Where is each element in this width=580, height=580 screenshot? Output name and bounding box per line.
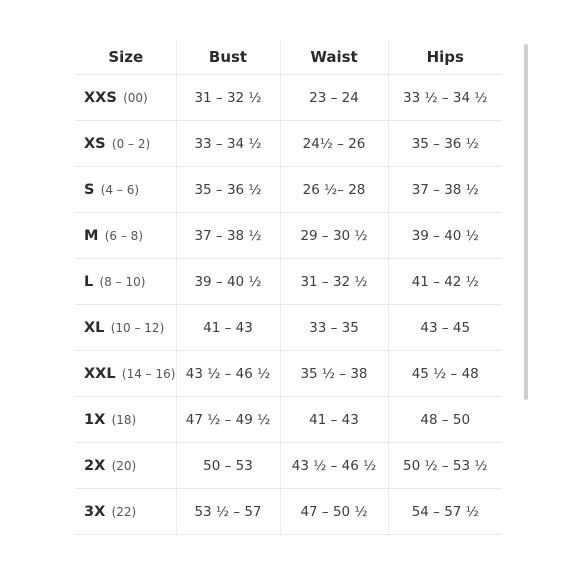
size-chart-body [76, 75, 502, 535]
waist-cell: 41 – 43 [280, 397, 388, 443]
size-cell [76, 213, 176, 259]
hips-cell: 33 ½ – 34 ½ [388, 75, 502, 121]
size-cell [76, 443, 176, 489]
table-row [76, 351, 502, 397]
table-row [76, 213, 502, 259]
table-row [76, 489, 502, 535]
header-size: Size [76, 40, 176, 75]
size-number: (8 – 10) [99, 274, 146, 289]
size-number: (10 – 12) [110, 320, 165, 335]
waist-cell: 26 ½– 28 [280, 167, 388, 213]
size-cell [76, 397, 176, 443]
bust-cell: 37 – 38 ½ [176, 213, 280, 259]
waist-cell: 23 – 24 [280, 75, 388, 121]
bust-cell: 47 ½ – 49 ½ [176, 397, 280, 443]
bust-cell: 31 – 32 ½ [176, 75, 280, 121]
size-number: (22) [111, 504, 137, 519]
waist-cell: 24½ – 26 [280, 121, 388, 167]
bust-cell: 35 – 36 ½ [176, 167, 280, 213]
size-label: 1X [84, 411, 106, 428]
waist-cell: 35 ½ – 38 [280, 351, 388, 397]
size-number: (00) [123, 90, 148, 105]
hips-cell: 35 – 36 ½ [388, 121, 502, 167]
header-row [76, 40, 502, 75]
table-row [76, 443, 502, 489]
size-label: L [84, 273, 94, 290]
bust-cell: 43 ½ – 46 ½ [176, 351, 280, 397]
size-cell [76, 489, 176, 535]
table-row [76, 397, 502, 443]
size-label: XS [84, 135, 106, 152]
hips-cell: 50 ½ – 53 ½ [388, 443, 502, 489]
size-chart-table [76, 40, 502, 535]
waist-cell: 43 ½ – 46 ½ [280, 443, 388, 489]
size-label: XXL [84, 365, 116, 382]
scrollbar-thumb[interactable] [524, 44, 528, 400]
hips-cell: 45 ½ – 48 [388, 351, 502, 397]
size-label: XL [84, 319, 105, 336]
size-number: (20) [111, 458, 137, 473]
size-cell [76, 305, 176, 351]
waist-cell: 31 – 32 ½ [280, 259, 388, 305]
size-number: (14 – 16) [121, 366, 176, 381]
size-number: (0 – 2) [111, 136, 151, 151]
hips-cell: 41 – 42 ½ [388, 259, 502, 305]
bust-cell: 39 – 40 ½ [176, 259, 280, 305]
size-label: 2X [84, 457, 106, 474]
table-row [76, 167, 502, 213]
size-label: M [84, 227, 99, 244]
bust-cell: 50 – 53 [176, 443, 280, 489]
size-chart-header [76, 40, 502, 75]
waist-cell: 33 – 35 [280, 305, 388, 351]
size-label: 3X [84, 503, 106, 520]
hips-cell: 54 – 57 ½ [388, 489, 502, 535]
waist-cell: 47 – 50 ½ [280, 489, 388, 535]
size-cell [76, 167, 176, 213]
bust-cell: 33 – 34 ½ [176, 121, 280, 167]
waist-cell: 29 – 30 ½ [280, 213, 388, 259]
size-cell [76, 259, 176, 305]
size-cell [76, 351, 176, 397]
header-waist: Waist [280, 40, 388, 75]
table-row [76, 75, 502, 121]
size-label: S [84, 181, 95, 198]
size-number: (18) [111, 412, 137, 427]
bust-cell: 41 – 43 [176, 305, 280, 351]
hips-cell: 43 – 45 [388, 305, 502, 351]
size-label: XXS [84, 89, 117, 106]
header-hips: Hips [388, 40, 502, 75]
size-cell [76, 75, 176, 121]
hips-cell: 37 – 38 ½ [388, 167, 502, 213]
table-row [76, 121, 502, 167]
size-cell [76, 121, 176, 167]
hips-cell: 48 – 50 [388, 397, 502, 443]
table-row [76, 259, 502, 305]
hips-cell: 39 – 40 ½ [388, 213, 502, 259]
size-number: (4 – 6) [100, 182, 140, 197]
bust-cell: 53 ½ – 57 [176, 489, 280, 535]
header-bust: Bust [176, 40, 280, 75]
table-row [76, 305, 502, 351]
size-number: (6 – 8) [104, 228, 143, 243]
